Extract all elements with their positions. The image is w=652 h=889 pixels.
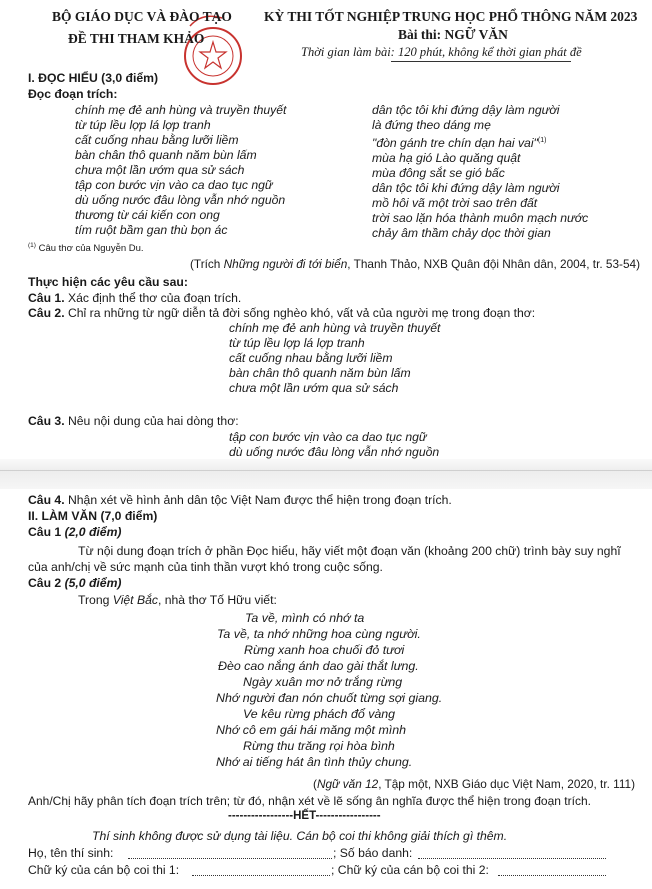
question-text: Chỉ ra những từ ngữ diễn tả đời sống nghèo khó, vất vả của người mẹ trong đoạn thơ: <box>64 306 536 320</box>
essay-question-2-task: Anh/Chị hãy phân tích đoạn trích trên; từ đó, nhận xét về lẽ sống ân nghĩa được thể hiện trong đoạn trích. <box>28 794 591 808</box>
poem-line: Rừng xanh hoa chuối đỏ tươi <box>244 643 405 657</box>
question-2-quote <box>229 321 440 396</box>
poem-line: cất cuống nhau bằng lưỡi liềm <box>75 133 239 147</box>
time-underline <box>391 61 571 62</box>
question-points: (5,0 điểm) <box>64 576 122 590</box>
page-break <box>0 459 652 489</box>
poem-right-column <box>372 103 588 241</box>
poem-line: Nhớ cô em gái hái măng một mình <box>216 723 406 737</box>
poem-line <box>372 133 588 151</box>
ministry-name: BỘ GIÁO DỤC VÀ ĐÀO TẠO <box>52 9 232 24</box>
question-points: (2,0 điểm) <box>64 525 122 539</box>
essay-question-2 <box>28 576 121 590</box>
proctor-2-signature-label: ; Chữ ký của cán bộ coi thi 2: <box>331 863 489 877</box>
footnote-ref: (1) <box>537 137 547 144</box>
poem-line: Nhớ người đan nón chuốt từng sợi giang. <box>216 691 443 705</box>
source-rest: , Thanh Thảo, NXB Quân đội Nhân dân, 2004, tr. 53-54) <box>347 257 641 271</box>
exam-title: KỲ THI TỐT NGHIỆP TRUNG HỌC PHỔ THÔNG NĂM 2023 <box>264 9 638 24</box>
question-label: Câu 2. <box>28 306 65 320</box>
poem-line: mùa đông sắt se gió bấc <box>372 166 505 181</box>
footnote-text: Câu thơ của Nguyễn Du. <box>38 243 144 255</box>
proctor-1-signature-label: Chữ ký của cán bộ coi thi 1: <box>28 863 180 877</box>
poem-line: Ta về, ta nhớ những hoa cùng người. <box>217 627 421 641</box>
source-prefix: (Trích <box>190 257 224 271</box>
poem-line: Ta về, mình có nhớ ta <box>245 611 365 625</box>
question-3-quote <box>229 430 439 460</box>
poem-line: chảy âm thầm chảy dọc thời gian <box>372 226 551 241</box>
poem-line: mồ hôi vã một trời sao trên đất <box>372 196 538 211</box>
question-label: Câu 1. <box>28 291 65 305</box>
poem-line: tím ruột bầm gan thù bọn ác <box>75 223 228 237</box>
poem-line: Đèo cao nắng ánh dao gài thắt lưng. <box>218 659 419 673</box>
end-mark: -----------------HẾT----------------- <box>228 810 381 822</box>
poem-line: dân tộc tôi khi đứng dậy làm người <box>372 181 560 196</box>
quote-line: chưa một lần ướm qua sử sách <box>229 381 399 395</box>
question-4 <box>28 493 452 507</box>
quote-line: bàn chân thô quanh năm bùn lấm <box>229 366 411 380</box>
part2-title: II. LÀM VĂN (7,0 điểm) <box>28 509 158 523</box>
intro-text: Trong <box>78 593 113 607</box>
essay-question-2-intro <box>78 593 277 607</box>
essay-question-1-text: Từ nội dung đoạn trích ở phần Đọc hiểu, hãy viết một đoạn văn (khoảng 200 chữ) trình bày suy nghĩ <box>78 544 621 558</box>
time-limit: Thời gian làm bài: 120 phút, không kể thời gian phát đề <box>301 45 582 59</box>
question-label: Câu 3. <box>28 414 65 428</box>
poem-line: Ve kêu rừng phách đổ vàng <box>243 707 396 721</box>
subject: Bài thi: NGỮ VĂN <box>398 27 508 42</box>
candidate-name-label: Họ, tên thí sinh: <box>28 846 114 860</box>
question-2 <box>28 306 535 320</box>
poem-line: Ngày xuân mơ nở trắng rừng <box>243 675 403 689</box>
essay-question-1-text-cont: của anh/chị về sức mạnh của tinh thần vượt khó trong cuộc sống. <box>28 560 383 574</box>
viet-bac-poem <box>0 610 652 770</box>
quote-line: từ túp lều lợp lá lợp tranh <box>229 336 365 350</box>
candidate-number-field[interactable] <box>418 858 606 859</box>
poem-line: trời sao lặn hóa thành muôn mạch nước <box>372 211 589 226</box>
question-label: Câu 4. <box>28 493 65 507</box>
source-work: Những người đi tới biển <box>223 257 348 271</box>
quote-line: chính mẹ đẻ anh hùng và truyền thuyết <box>229 321 441 335</box>
question-3 <box>28 414 239 428</box>
question-1 <box>28 291 241 305</box>
poem-line: Nhớ ai tiếng hát ân tình thủy chung. <box>216 755 413 769</box>
page-break-edge <box>0 470 652 471</box>
quote-line: dù uống nước đâu lòng vẫn nhớ nguồn <box>229 445 440 459</box>
source-work: Ngữ văn 12 <box>316 777 379 791</box>
source-rest: , Tập một, NXB Giáo dục Việt Nam, 2020, tr. 111) <box>378 777 636 791</box>
passage-source <box>190 257 640 271</box>
intro-work: Việt Bắc <box>112 593 158 607</box>
tasks-heading: Thực hiện các yêu cầu sau: <box>28 275 188 289</box>
proctor-2-signature-field[interactable] <box>498 875 606 876</box>
quoted-line: "đòn gánh tre chín dạn hai vai" <box>372 136 538 151</box>
passage-label: Đọc đoạn trích: <box>28 87 118 101</box>
part1-title: I. ĐỌC HIỂU (3,0 điểm) <box>28 71 159 85</box>
exam-type: ĐỀ THI THAM KHẢO <box>68 31 205 46</box>
exam-note: Thí sinh không được sử dụng tài liệu. Cán bộ coi thi không giải thích gì thêm. <box>92 829 508 843</box>
poem-line: dân tộc tôi khi đứng dậy làm người <box>372 103 560 117</box>
footnote-mark: (1) <box>28 242 36 249</box>
candidate-number-label: ; Số báo danh: <box>333 846 413 860</box>
quote-line: tập con bước vịn vào ca dao tục ngữ <box>229 430 427 444</box>
poem-source <box>313 777 635 791</box>
question-text: Nêu nội dung của hai dòng thơ: <box>64 414 239 428</box>
source-paren: ( <box>313 777 317 791</box>
poem-line: là đứng theo dáng mẹ <box>372 118 491 132</box>
poem-line: từ túp lều lợp lá lợp tranh <box>75 118 211 132</box>
poem-line: mùa hạ gió Lào quăng quật <box>372 151 521 166</box>
poem-line: bàn chân thô quanh năm bùn lấm <box>75 148 257 162</box>
proctor-1-signature-field[interactable] <box>192 875 330 876</box>
question-text: Xác định thể thơ của đoạn trích. <box>64 291 242 305</box>
question-label: Câu 1 <box>28 525 65 539</box>
poem-line: dù uống nước đâu lòng vẫn nhớ nguồn <box>75 193 286 207</box>
question-text: Nhận xét về hình ảnh dân tộc Việt Nam được thể hiện trong đoạn trích. <box>64 493 452 507</box>
poem-line: chưa một lần ướm qua sử sách <box>75 163 245 177</box>
poem-line: thương từ cái kiến con ong <box>75 208 220 222</box>
quote-line: cất cuống nhau bằng lưỡi liềm <box>229 351 393 365</box>
footnote <box>28 242 144 254</box>
poem-line: Rừng thu trăng rọi hòa bình <box>243 739 395 753</box>
poem-line: tập con bước vịn vào ca dao tục ngữ <box>75 178 273 192</box>
poem-line: chính mẹ đẻ anh hùng và truyền thuyết <box>75 103 287 117</box>
poem-left-column <box>75 103 286 238</box>
question-label: Câu 2 <box>28 576 65 590</box>
essay-question-1 <box>28 525 121 539</box>
candidate-name-field[interactable] <box>128 858 332 859</box>
intro-text: , nhà thơ Tố Hữu viết: <box>157 593 277 607</box>
